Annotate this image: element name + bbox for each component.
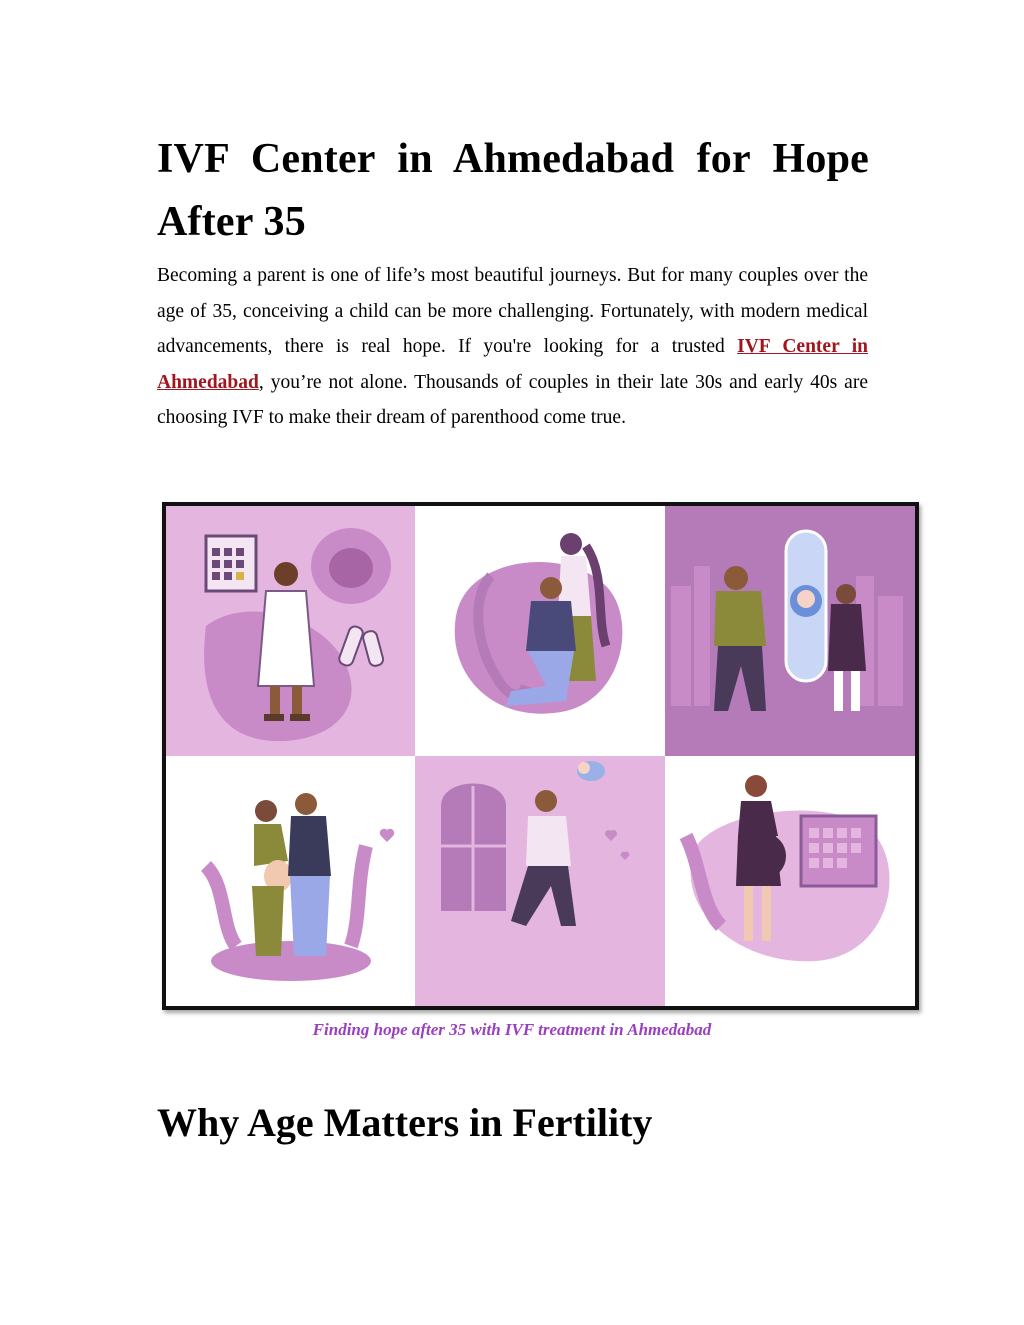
section-heading: Why Age Matters in Fertility — [157, 1100, 653, 1145]
pregnant-couple-illustration — [166, 756, 415, 1006]
page-title: IVF Center in Ahmedabad for Hope After 35 — [157, 136, 869, 245]
ivf-illustration — [166, 506, 915, 1006]
pregnant-woman-with-calendar-illustration — [665, 756, 915, 1006]
father-lifting-baby-illustration — [415, 756, 665, 1006]
figure-caption: Finding hope after 35 with IVF treatment in Ahmedabad — [312, 1020, 712, 1039]
ivf-illustration-figure — [162, 502, 919, 1010]
intro-text-end: , you’re not alone. Thousands of couples in their late 30s and early 40s are choosing IVF to make their dream of parenthood come true. — [157, 371, 868, 428]
couple-with-test-tube-illustration — [665, 506, 915, 756]
ivf-center-link[interactable]: IVF Center in Ahmedabad — [157, 336, 869, 393]
intro-paragraph — [157, 258, 868, 436]
intro-text-start: Becoming a parent is one of life’s most beautiful journeys. But for many couples over the age of 35, conceiving a child can be more challenging. Fortunately, with modern medical advancements, there is real hope. If you're looking for a trusted — [157, 265, 868, 357]
couple-embrace-illustration — [415, 506, 665, 756]
doctor-with-calendar-illustration — [166, 506, 415, 756]
